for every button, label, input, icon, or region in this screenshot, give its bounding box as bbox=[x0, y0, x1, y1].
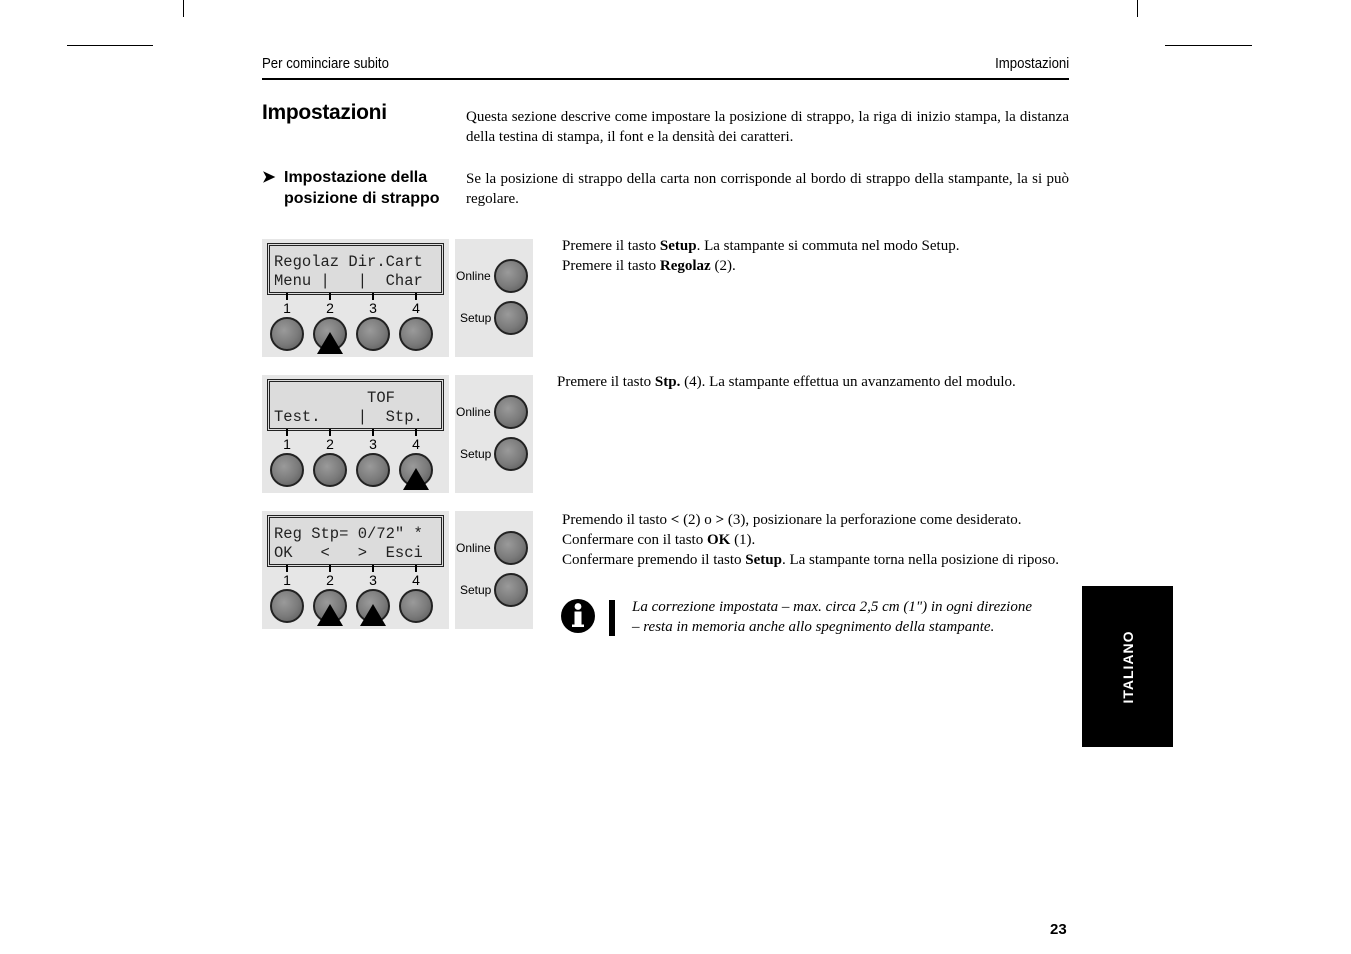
lcd-line-1: TOF bbox=[274, 389, 395, 407]
panel-side bbox=[455, 511, 533, 629]
step-text: (2). bbox=[710, 258, 736, 274]
key-tick bbox=[329, 293, 331, 300]
key-number-2: 2 bbox=[326, 572, 334, 588]
key-number-2: 2 bbox=[326, 436, 334, 452]
key-number-1: 1 bbox=[283, 436, 291, 452]
step-text: (4). La stampante effettua un avanzamento del modulo. bbox=[680, 374, 1016, 390]
online-button[interactable] bbox=[494, 531, 528, 565]
note-line-1: La correzione impostata – max. circa 2,5 cm (1") in ogni direzione bbox=[632, 599, 1032, 615]
panel-keypad bbox=[262, 239, 449, 357]
key-name: > bbox=[715, 512, 725, 528]
subsection-body: Se la posizione di strappo della carta non corrisponde al bordo di strappo della stampante, la si può regolare. bbox=[466, 171, 1069, 207]
step-text: . La stampante si commuta nel modo Setup. bbox=[696, 238, 960, 254]
key-tick bbox=[415, 429, 417, 436]
panel-side bbox=[455, 375, 533, 493]
online-button[interactable] bbox=[494, 259, 528, 293]
subsection-title-line2: posizione di strappo bbox=[284, 190, 440, 207]
key-tick bbox=[372, 565, 374, 572]
lcd-line-2: Test. | Stp. bbox=[274, 408, 423, 426]
step-2-text bbox=[557, 372, 1069, 392]
running-header-right: Impostazioni bbox=[994, 55, 1069, 72]
step-text: . La stampante torna nella posizione di riposo. bbox=[781, 552, 1059, 568]
step-3-line-2 bbox=[562, 530, 1069, 550]
key-number-3: 3 bbox=[369, 300, 377, 316]
step-3-line-3 bbox=[562, 550, 1069, 570]
subsection-title-line1: Impostazione della bbox=[284, 169, 428, 186]
key-tick bbox=[286, 293, 288, 300]
key-name: Stp. bbox=[654, 374, 681, 390]
setup-button[interactable] bbox=[494, 437, 528, 471]
crop-mark bbox=[67, 45, 153, 46]
subsection-arrow-icon: ➤ bbox=[262, 169, 276, 186]
key-2-button[interactable] bbox=[313, 453, 347, 487]
press-arrow-icon bbox=[360, 604, 386, 626]
lcd-line-2: OK < > Esci bbox=[274, 544, 423, 562]
step-text: Premendo il tasto bbox=[562, 512, 671, 528]
key-number-4: 4 bbox=[412, 436, 420, 452]
press-arrow-icon bbox=[317, 604, 343, 626]
key-name: Setup bbox=[745, 552, 782, 568]
press-arrow-icon bbox=[317, 332, 343, 354]
step-3-text bbox=[562, 510, 1069, 570]
online-label: Online bbox=[456, 405, 491, 419]
key-tick bbox=[329, 565, 331, 572]
subsection-title bbox=[284, 167, 440, 209]
step-text: Premere il tasto bbox=[557, 374, 655, 390]
key-1-button[interactable] bbox=[270, 317, 304, 351]
info-icon bbox=[560, 598, 596, 634]
key-number-2: 2 bbox=[326, 300, 334, 316]
key-1-button[interactable] bbox=[270, 589, 304, 623]
key-name: OK bbox=[706, 532, 731, 548]
lcd-line-1: Reg Stp= 0/72" * bbox=[274, 525, 423, 543]
note-text bbox=[632, 597, 1072, 637]
key-3-button[interactable] bbox=[356, 453, 390, 487]
setup-button[interactable] bbox=[494, 301, 528, 335]
key-number-1: 1 bbox=[283, 300, 291, 316]
online-label: Online bbox=[456, 541, 491, 555]
page-number: 23 bbox=[1050, 921, 1067, 938]
key-number-3: 3 bbox=[369, 572, 377, 588]
printer-panel-1 bbox=[262, 239, 533, 357]
crop-mark bbox=[1165, 45, 1252, 46]
panel-keypad bbox=[262, 375, 449, 493]
language-tab-label: ITALIANO bbox=[1119, 629, 1136, 704]
note-bar bbox=[609, 600, 615, 636]
key-tick bbox=[329, 429, 331, 436]
key-tick bbox=[372, 293, 374, 300]
setup-label: Setup bbox=[460, 447, 492, 461]
lcd-display bbox=[267, 515, 444, 567]
step-text: (2) o bbox=[679, 512, 716, 528]
key-name: < bbox=[670, 512, 680, 528]
header-rule bbox=[262, 78, 1069, 80]
key-4-button[interactable] bbox=[399, 589, 433, 623]
printer-panel-3 bbox=[262, 511, 533, 629]
language-tab bbox=[1082, 586, 1173, 747]
step-text: Confermare con il tasto bbox=[562, 532, 707, 548]
lcd-display bbox=[267, 243, 444, 295]
online-button[interactable] bbox=[494, 395, 528, 429]
key-tick bbox=[286, 565, 288, 572]
setup-label: Setup bbox=[460, 583, 492, 597]
step-text: (3), posizionare la perforazione come desiderato. bbox=[724, 512, 1022, 528]
running-header-left: Per cominciare subito bbox=[262, 55, 389, 72]
online-label: Online bbox=[456, 269, 491, 283]
setup-button[interactable] bbox=[494, 573, 528, 607]
step-1-text bbox=[562, 236, 1069, 276]
step-text: Confermare premendo il tasto bbox=[562, 552, 746, 568]
step-text: Premere il tasto bbox=[562, 238, 660, 254]
key-4-button[interactable] bbox=[399, 317, 433, 351]
key-tick bbox=[372, 429, 374, 436]
printer-panel-2 bbox=[262, 375, 533, 493]
key-number-4: 4 bbox=[412, 300, 420, 316]
note-line-2: – resta in memoria anche allo spegnimento della stampante. bbox=[632, 619, 995, 635]
key-tick bbox=[286, 429, 288, 436]
key-tick bbox=[415, 565, 417, 572]
panel-side bbox=[455, 239, 533, 357]
section-title: Impostazioni bbox=[262, 101, 387, 124]
panel-keypad bbox=[262, 511, 449, 629]
key-number-1: 1 bbox=[283, 572, 291, 588]
press-arrow-icon bbox=[403, 468, 429, 490]
step-text: Premere il tasto bbox=[562, 258, 660, 274]
key-number-3: 3 bbox=[369, 436, 377, 452]
key-1-button[interactable] bbox=[270, 453, 304, 487]
lcd-line-1: Regolaz Dir.Cart bbox=[274, 253, 423, 271]
lcd-line-2: Menu | | Char bbox=[274, 272, 423, 290]
key-name: Setup bbox=[659, 238, 697, 254]
lcd-display bbox=[267, 379, 444, 431]
key-tick bbox=[415, 293, 417, 300]
key-name: Regolaz bbox=[659, 258, 711, 274]
key-3-button[interactable] bbox=[356, 317, 390, 351]
section-intro: Questa sezione descrive come impostare la posizione di strappo, la riga di inizio stampa, la distanza della testina di stampa, il font e la densità dei caratteri. bbox=[466, 109, 1069, 145]
key-number-4: 4 bbox=[412, 572, 420, 588]
crop-mark bbox=[183, 0, 184, 17]
setup-label: Setup bbox=[460, 311, 492, 325]
step-text: (1). bbox=[730, 532, 756, 548]
step-3-line-1 bbox=[562, 510, 1069, 530]
crop-mark bbox=[1137, 0, 1138, 17]
